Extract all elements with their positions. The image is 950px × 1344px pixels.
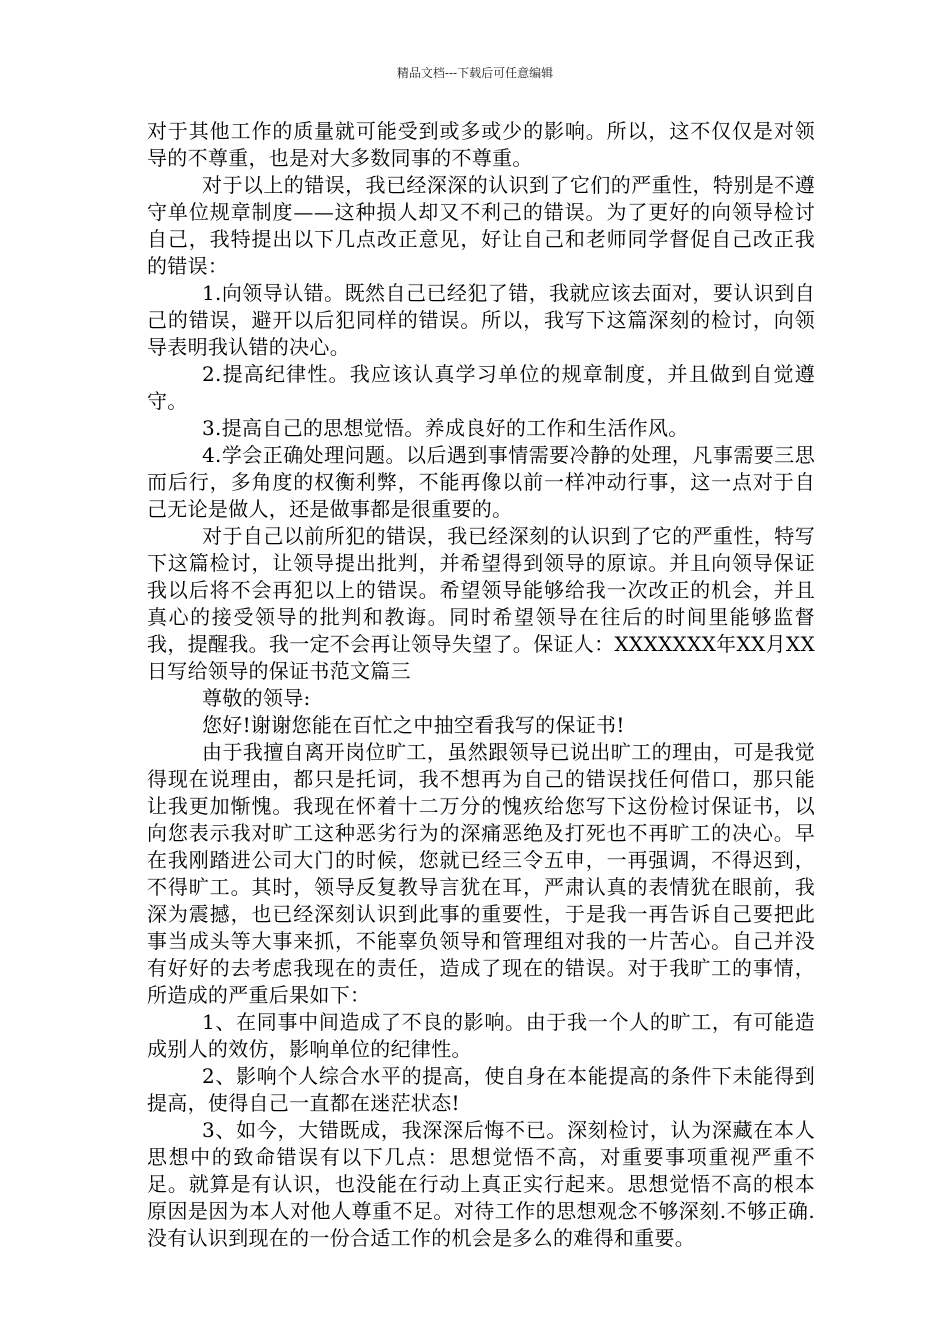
paragraph: 由于我擅自离开岗位旷工，虽然跟领导已说出旷工的理由，可是我觉得现在说理由，都只是托词，我不想再为自己的错误找任何借口，那只能让我更加惭愧。我现在怀着十二万分的愧疚给您写下这份检讨保证书，以向您表示我对旷工这种恶劣行为的深痛恶绝及打死也不再旷工的决心。早在我刚踏进公司大门的时候，您就已经三令五申，一再强调，不得迟到，不得旷工。其时，领导反复教导言犹在耳，严肃认真的表情犹在眼前，我深为震撼，也已经深刻认识到此事的重要性，于是我一再告诉自己要把此事当成头等大事来抓，不能辜负领导和管理组对我的一片苦心。自己并没有好好的去考虑我现在的责任，造成了现在的错误。对于我旷工的事情，所造成的严重后果如下： <box>147 740 815 1007</box>
list-item: 4.学会正确处理问题。以后遇到事情需要冷静的处理，凡事需要三思而后行，多角度的权衡利弊，不能再像以前一样冲动行事，这一点对于自己无论是做人，还是做事都是很重要的。 <box>147 443 815 521</box>
list-item: 2、影响个人综合水平的提高，使自身在本能提高的条件下未能得到提高，使得自己一直都在迷茫状态! <box>147 1064 815 1115</box>
salutation: 尊敬的领导: <box>202 686 311 710</box>
paragraph: 对于以上的错误，我已经深深的认识到了它们的严重性，特别是不遵守单位规章制度——这种损人却又不利己的错误。为了更好的向领导检讨自己，我特提出以下几点改正意见，好让自己和老师同学督促自己改正我的错误： <box>147 173 815 278</box>
greeting: 您好!谢谢您能在百忙之中抽空看我写的保证书! <box>202 713 625 737</box>
paragraph: 对于其他工作的质量就可能受到或多或少的影响。所以，这不仅仅是对领导的不尊重，也是对大多数同事的不尊重。 <box>147 119 815 170</box>
document-body <box>147 118 815 1252</box>
page-header: 精品文档---下载后可任意编辑 <box>396 66 554 80</box>
list-item: 1.向领导认错。既然自己已经犯了错，我就应该去面对，要认识到自己的错误，避开以后犯同样的错误。所以，我写下这篇深刻的检讨，向领导表明我认错的决心。 <box>147 281 815 359</box>
list-item: 2.提高纪律性。我应该认真学习单位的规章制度，并且做到自觉遵守。 <box>147 362 815 413</box>
list-item: 3、如今，大错既成，我深深后悔不已。深刻检讨，认为深藏在本人思想中的致命错误有以下几点：思想觉悟不高，对重要事项重视严重不足。就算是有认识，也没能在行动上真正实行起来。思想觉悟不高的根本原因是因为本人对他人尊重不足。对待工作的思想观念不够深刻.不够正确.没有认识到现在的一份合适工作的机会是多么的难得和重要。 <box>147 1118 815 1250</box>
list-item: 1、在同事中间造成了不良的影响。由于我一个人的旷工，有可能造成别人的效仿，影响单位的纪律性。 <box>147 1010 815 1061</box>
paragraph: 对于自己以前所犯的错误，我已经深刻的认识到了它的严重性，特写下这篇检讨，让领导提出批判，并希望得到领导的原谅。并且向领导保证我以后将不会再犯以上的错误。希望领导能够给我一次改正的机会，并且真心的接受领导的批判和教诲。同时希望领导在往后的时间里能够监督我，提醒我。我一定不会再让领导失望了。保证人：XXXXXXX年XX月XX日写给领导的保证书范文篇三 <box>147 524 815 683</box>
list-item: 3.提高自己的思想觉悟。养成良好的工作和生活作风。 <box>202 416 689 440</box>
